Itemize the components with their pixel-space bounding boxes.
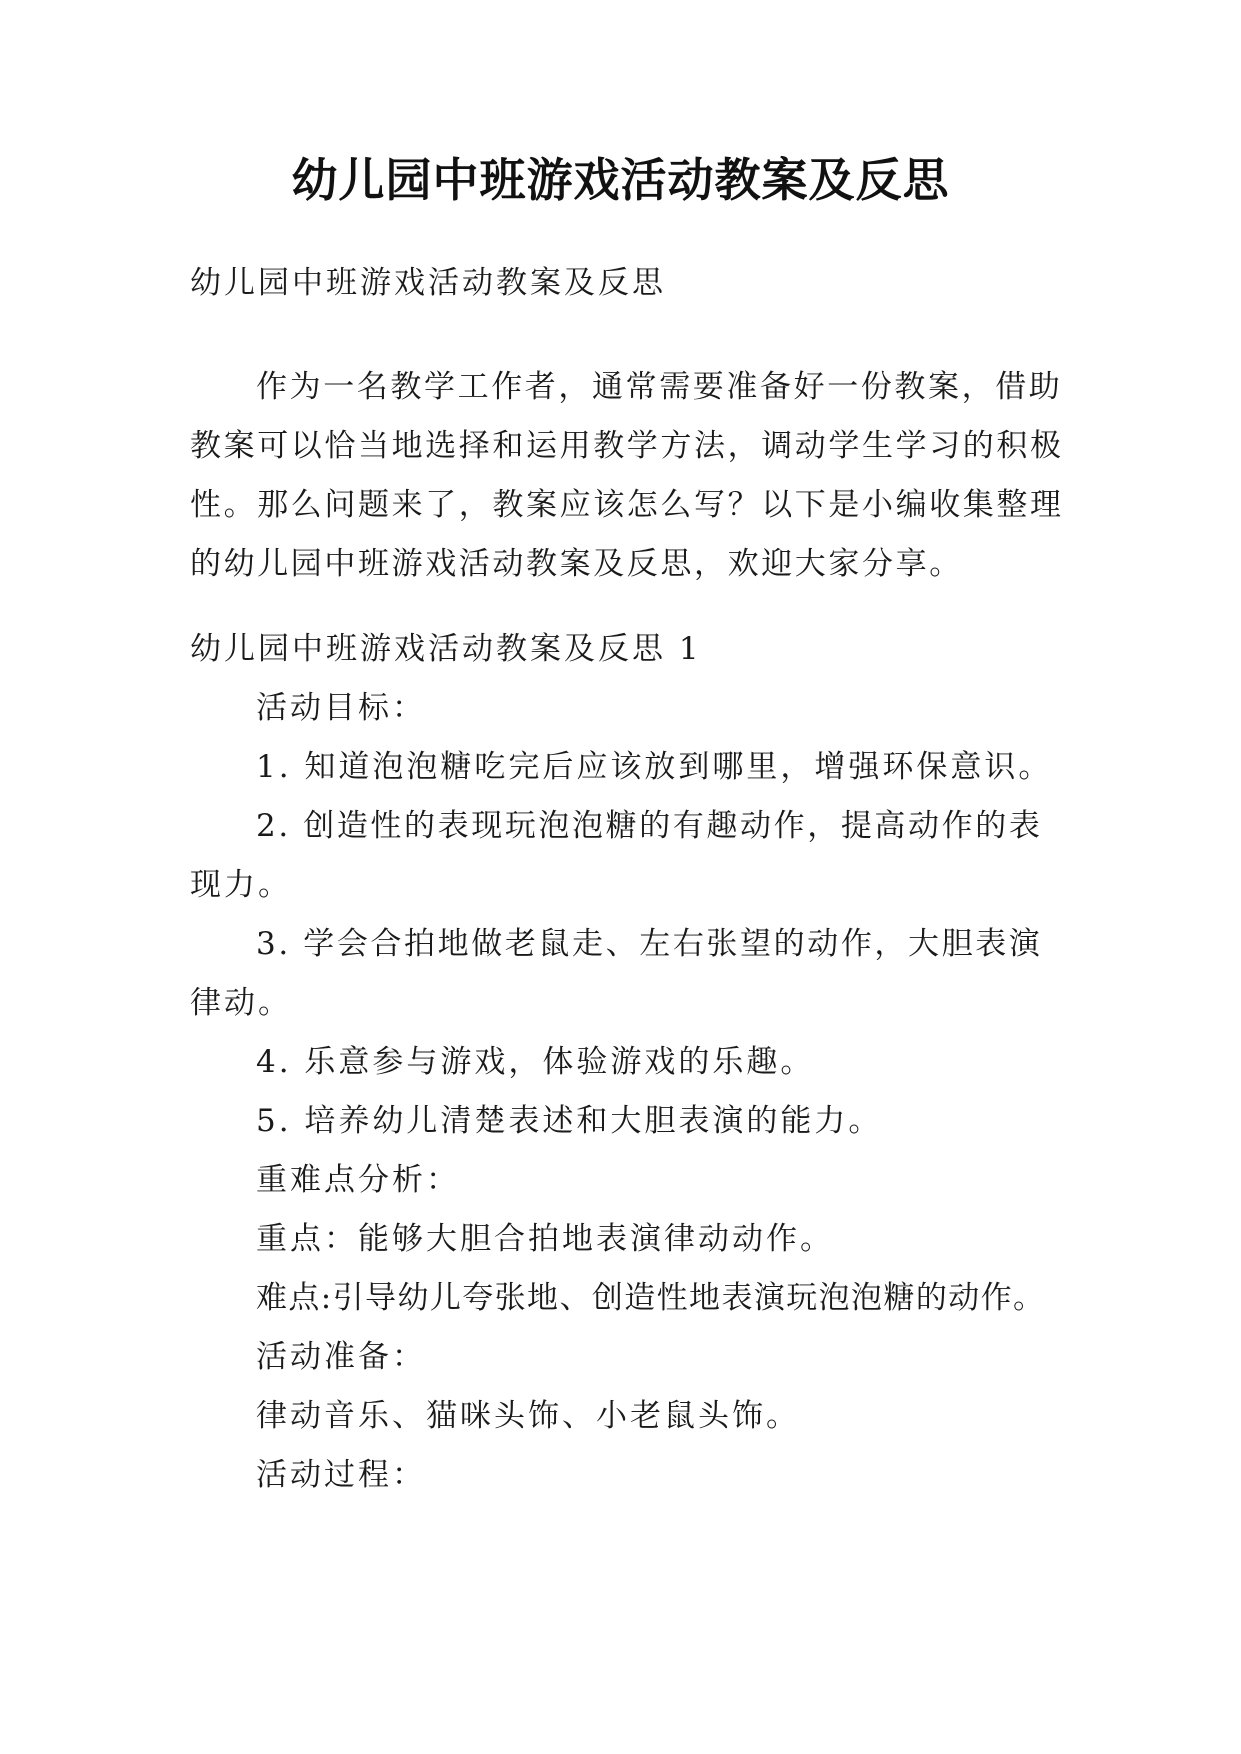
prep-items: 律动音乐、猫咪头饰、小老鼠头饰。 [256, 1398, 800, 1434]
difficult-point: 难点:引导幼儿夸张地、创造性地表演玩泡泡糖的动作。 [256, 1280, 1046, 1316]
goal-item-2-line-2: 现力。 [190, 867, 292, 903]
goal-item-4: 4. 乐意参与游戏，体验游戏的乐趣。 [256, 1044, 815, 1080]
intro-line-4: 的幼儿园中班游戏活动教案及反思，欢迎大家分享。 [190, 546, 963, 582]
goal-item-2-line-1: 2. 创造性的表现玩泡泡糖的有趣动作，提高动作的表 [256, 808, 1043, 844]
prep-label: 活动准备： [256, 1339, 426, 1375]
intro-line-2: 教案可以恰当地选择和运用教学方法，调动学生学习的积极 [190, 428, 1064, 464]
intro-line-1: 作为一名教学工作者，通常需要准备好一份教案，借助 [256, 369, 1063, 405]
document-subtitle: 幼儿园中班游戏活动教案及反思 [190, 265, 666, 301]
goal-item-1: 1. 知道泡泡糖吃完后应该放到哪里，增强环保意识。 [256, 749, 1053, 785]
goal-item-3-line-2: 律动。 [190, 985, 292, 1021]
key-point: 重点：能够大胆合拍地表演律动动作。 [256, 1221, 834, 1257]
analysis-label: 重难点分析： [256, 1162, 460, 1198]
section-heading: 幼儿园中班游戏活动教案及反思 1 [190, 631, 702, 667]
goal-item-3-line-1: 3. 学会合拍地做老鼠走、左右张望的动作，大胆表演 [256, 926, 1043, 962]
intro-line-3: 性。那么问题来了，教案应该怎么写？以下是小编收集整理 [190, 487, 1064, 523]
goal-item-5: 5. 培养幼儿清楚表述和大胆表演的能力。 [256, 1103, 883, 1139]
process-label: 活动过程： [256, 1457, 426, 1493]
goals-label: 活动目标： [256, 690, 426, 726]
document-title: 幼儿园中班游戏活动教案及反思 [291, 153, 950, 207]
